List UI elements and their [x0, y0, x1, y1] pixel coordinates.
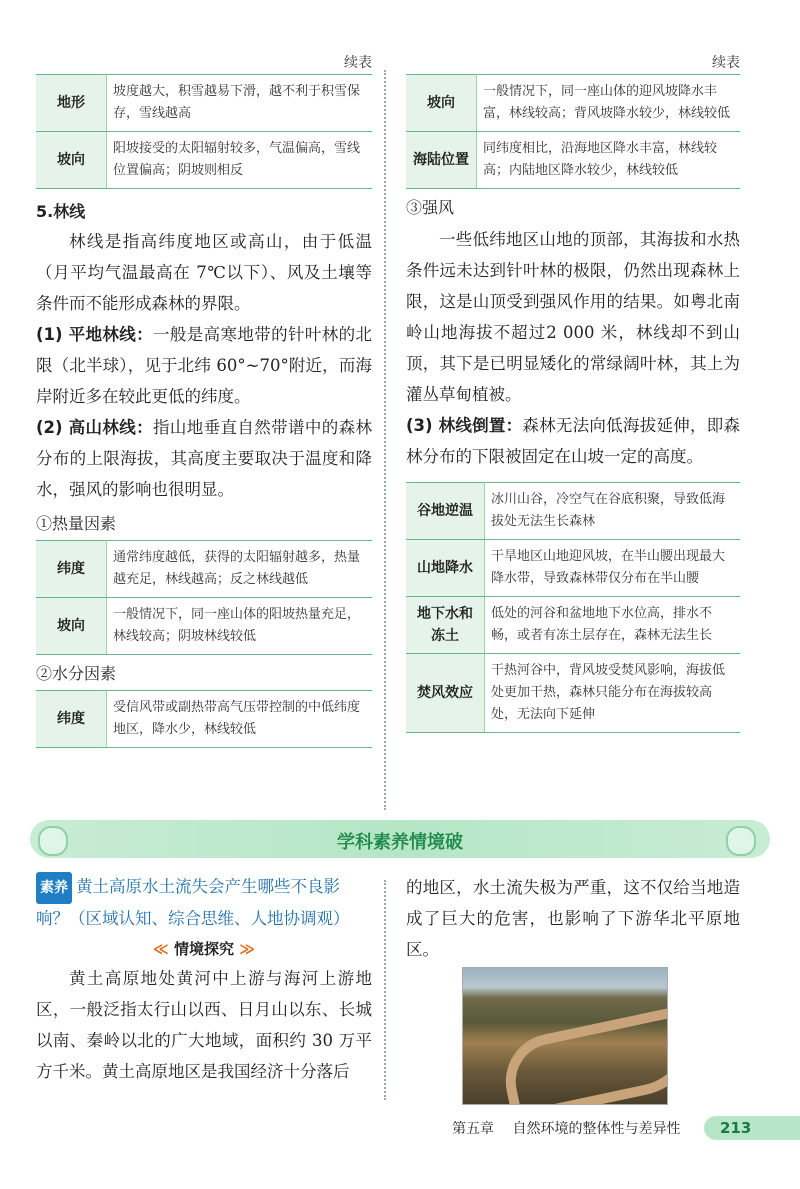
row-key: 纬度	[36, 541, 107, 598]
explore-title: 情境探究	[173, 940, 234, 958]
explore-heading	[36, 938, 372, 959]
table-row	[406, 75, 740, 132]
subheading-wind: ③强风	[406, 198, 455, 217]
row-key: 纬度	[36, 691, 107, 748]
table-row	[406, 483, 740, 540]
question-text: 黄土高原水土流失会产生哪些不良影响？（区域认知、综合思维、人地协调观）	[36, 877, 350, 928]
right-column	[406, 52, 740, 733]
table-row	[36, 75, 372, 132]
item-text: 森林无法向低海拔延伸，即森林分布的下限被固定在山坡一定的高度。	[406, 416, 741, 466]
loess-paragraph-cont: 的地区，水土流失极为严重，这不仅给当地造成了巨大的危害，也影响了下游华北平原地区。	[406, 878, 740, 959]
strong-wind-paragraph: 一些低纬地区山地的顶部，其海拔和水热条件远未达到针叶林的极限，仍然出现森林上限，这是山顶受到强风作用的结果。如粤北南岭山地海拔不超过2 000 米，林线却不到山顶，其下是已明显矮化的常绿阔叶林，其上为灌丛草甸植被。	[406, 230, 740, 404]
row-key: 坡向	[36, 598, 107, 655]
table-row	[36, 541, 372, 598]
subheading-heat: ①热量因素	[36, 514, 117, 533]
row-value: 低处的河谷和盆地地下水位高，排水不畅，或者有冻土层存在，森林无法生长	[485, 597, 741, 654]
row-key: 焚风效应	[406, 654, 485, 733]
row-key: 坡向	[36, 132, 107, 189]
inversion-table	[406, 482, 740, 733]
row-value: 同纬度相比，沿海地区降水丰富，林线较高；内陆地区降水较少，林线较低	[477, 132, 741, 189]
chapter-title: 自然环境的整体性与差异性	[512, 1121, 681, 1137]
inversion-paragraph	[406, 410, 740, 472]
page-number: 213	[704, 1116, 800, 1140]
table-row	[406, 132, 740, 189]
chapter-number: 第五章	[452, 1121, 494, 1137]
right-arrow-icon: ≫	[239, 940, 255, 958]
table-row	[36, 132, 372, 189]
item-text: 指山地垂直自然带谱中的森林分布的上限海拔，其高度主要取决于温度和降水，强风的影响也很明显。	[36, 418, 373, 499]
water-table	[36, 690, 372, 748]
table-row	[406, 597, 740, 654]
table-row	[36, 598, 372, 655]
bottom-right-column	[406, 872, 740, 965]
table-row	[36, 691, 372, 748]
row-value: 坡度越大，积雪越易下滑，越不利于积雪保存，雪线越高	[107, 75, 373, 132]
row-key: 地形	[36, 75, 107, 132]
left-column	[36, 52, 372, 748]
item-text: 一般是高寒地带的针叶林的北限（北半球），见于北纬 60°~70°附近，而海岸附近多在较此更低的纬度。	[36, 325, 373, 406]
heat-table	[36, 540, 372, 655]
table-row	[406, 540, 740, 597]
row-key: 地下水和冻土	[406, 597, 485, 654]
row-value: 干旱地区山地迎风坡，在半山腰出现最大降水带，导致森林带仅分布在半山腰	[485, 540, 741, 597]
question	[36, 872, 372, 934]
row-value: 一般情况下，同一座山体的迎风坡降水丰富，林线较高；背风坡降水较少，林线较低	[477, 75, 741, 132]
water-table-continued	[406, 74, 740, 189]
row-key: 海陆位置	[406, 132, 477, 189]
item-label: (3) 林线倒置：	[406, 416, 523, 435]
intro-paragraph: 林线是指高纬度地区或高山，由于低温（月平均气温最高在 7℃以下）、风及土壤等条件而不能形成森林的界限。	[36, 232, 372, 313]
section-title: 5.林线	[36, 202, 86, 221]
literacy-tag: 素养	[36, 872, 72, 904]
row-value: 一般情况下，同一座山体的阳坡热量充足，林线较高；阴坡林线较低	[107, 598, 373, 655]
loess-paragraph: 黄土高原地处黄河中上游与海河上游地区，一般泛指太行山以西、日月山以东、长城以南、秦岭以北的广大地域，面积约 30 万平方千米。黄土高原地区是我国经济十分落后	[36, 969, 372, 1081]
page-footer	[452, 1118, 800, 1140]
section-banner	[30, 820, 770, 858]
continued-label: 续表	[712, 55, 740, 71]
plain-treeline-paragraph	[36, 319, 372, 412]
row-value: 阳坡接受的太阳辐射较多，气温偏高，雪线位置偏高；阴坡则相反	[107, 132, 373, 189]
snowline-table	[36, 74, 372, 189]
row-key: 山地降水	[406, 540, 485, 597]
column-divider	[384, 880, 386, 1100]
alpine-treeline-paragraph	[36, 412, 372, 505]
table-row	[406, 654, 740, 733]
row-key: 坡向	[406, 75, 477, 132]
row-value: 干热河谷中，背风坡受焚风影响，海拔低处更加干热，森林只能分布在海拔较高处，无法向下延伸	[485, 654, 741, 733]
bottom-left-column	[36, 872, 372, 1087]
item-label: (2) 高山林线：	[36, 418, 154, 437]
row-value: 受信风带或副热带高气压带控制的中低纬度地区，降水少，林线较低	[107, 691, 373, 748]
continued-label: 续表	[344, 55, 372, 71]
item-label: (1) 平地林线：	[36, 325, 154, 344]
loess-plateau-photo	[462, 967, 668, 1105]
subheading-water: ②水分因素	[36, 664, 117, 683]
row-key: 谷地逆温	[406, 483, 485, 540]
banner-title: 学科素养情境破	[337, 832, 463, 853]
column-divider	[384, 70, 386, 810]
row-value: 通常纬度越低，获得的太阳辐射越多，热量越充足，林线越高；反之林线越低	[107, 541, 373, 598]
river-shape	[497, 1003, 668, 1105]
row-value: 冰川山谷，冷空气在谷底积聚，导致低海拔处无法生长森林	[485, 483, 741, 540]
left-arrow-icon: ≪	[153, 940, 169, 958]
